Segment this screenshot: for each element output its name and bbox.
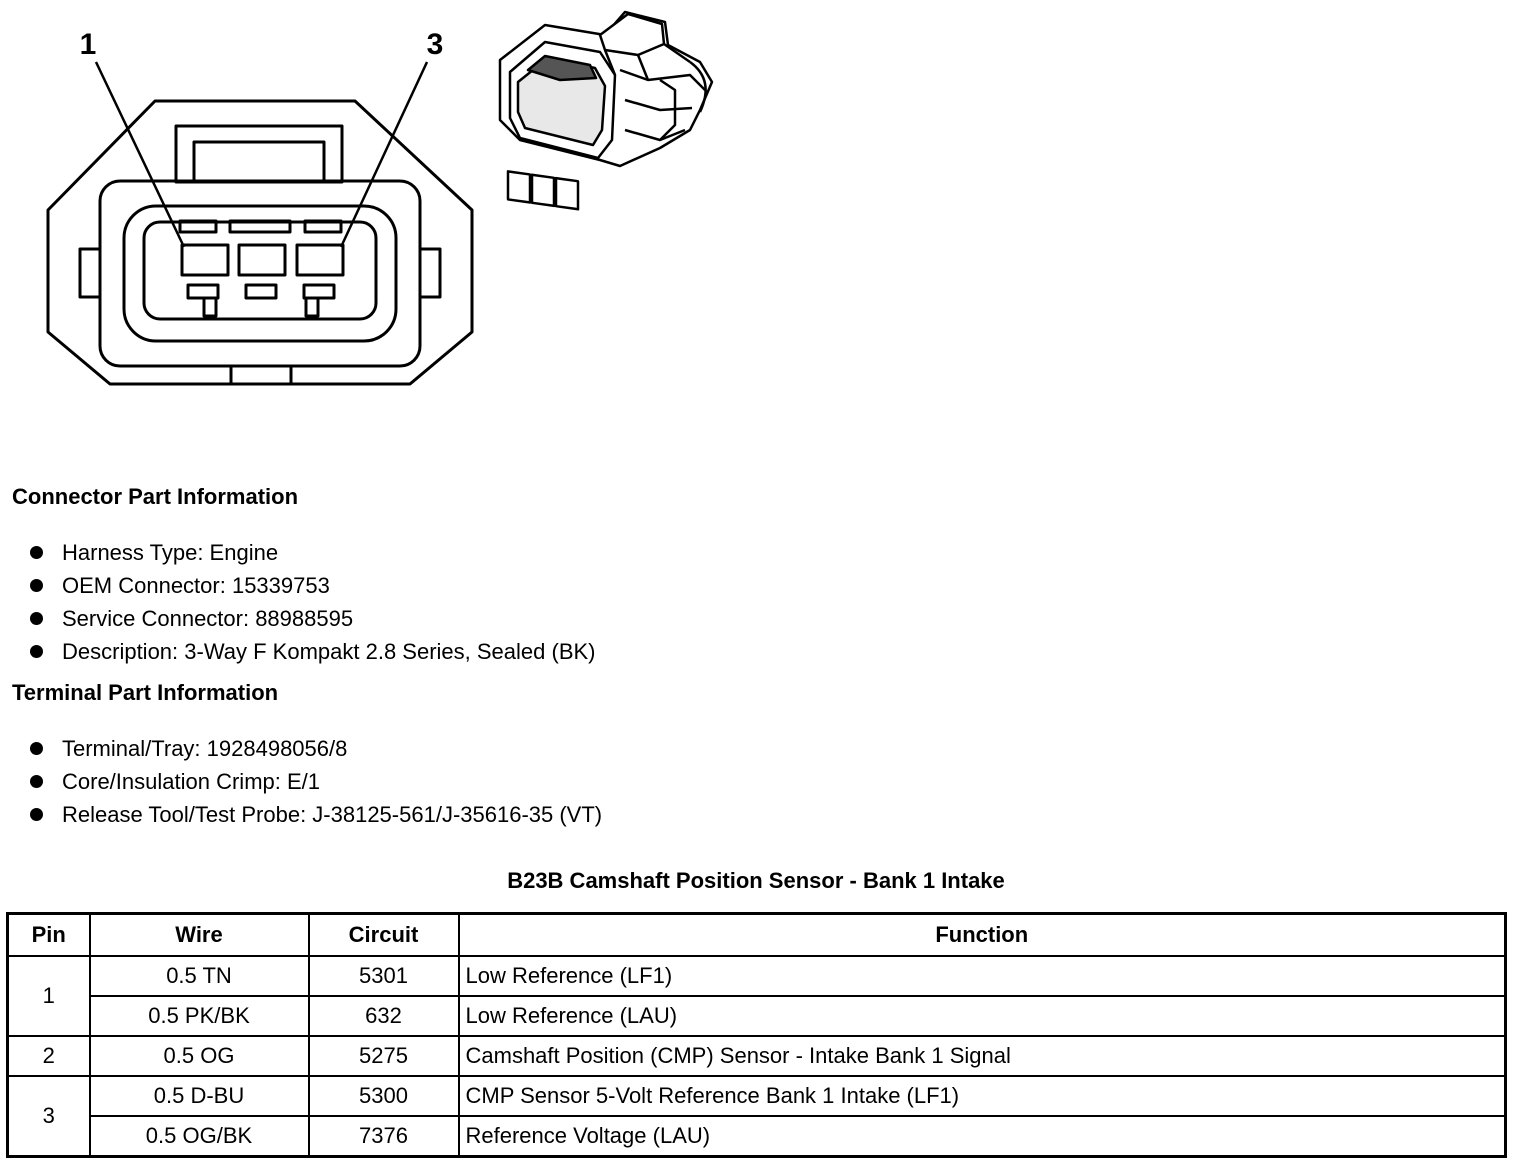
list-item: Terminal/Tray: 1928498056/8 <box>28 732 602 765</box>
function-cell: Low Reference (LF1) <box>459 956 1506 996</box>
connector-info-list <box>28 536 596 668</box>
terminal-cavity-3 <box>297 245 343 275</box>
bullet-icon <box>30 808 43 821</box>
terminal-info-list <box>28 732 602 831</box>
wire-cell: 0.5 OG/BK <box>90 1116 309 1157</box>
pin-3-label: 3 <box>426 28 444 61</box>
header-function: Function <box>459 914 1506 957</box>
pin-table-title: B23B Camshaft Position Sensor - Bank 1 Intake <box>507 868 1005 893</box>
bullet-icon <box>30 775 43 788</box>
pin-cell: 2 <box>8 1036 90 1076</box>
function-cell: Low Reference (LAU) <box>459 996 1506 1036</box>
circuit-cell: 632 <box>309 996 459 1036</box>
terminal-cavity-1 <box>182 245 228 275</box>
circuit-cell: 5301 <box>309 956 459 996</box>
pin-table <box>6 912 1507 1158</box>
list-item: OEM Connector: 15339753 <box>28 569 596 602</box>
table-row <box>8 1076 1506 1116</box>
list-item: Harness Type: Engine <box>28 536 596 569</box>
list-item: Core/Insulation Crimp: E/1 <box>28 765 602 798</box>
terminal-cavity-2 <box>239 245 285 275</box>
connector-3d-illustration <box>500 12 712 209</box>
table-row <box>8 1036 1506 1076</box>
function-cell: Reference Voltage (LAU) <box>459 1116 1506 1157</box>
connector-side-ear-right <box>420 249 440 297</box>
circuit-cell: 5275 <box>309 1036 459 1076</box>
function-cell: CMP Sensor 5-Volt Reference Bank 1 Intake (LF1) <box>459 1076 1506 1116</box>
wire-cell: 0.5 OG <box>90 1036 309 1076</box>
connector-side-ear-left <box>80 249 100 297</box>
bullet-icon <box>30 645 43 658</box>
function-cell: Camshaft Position (CMP) Sensor - Intake Bank 1 Signal <box>459 1036 1506 1076</box>
list-item: Description: 3-Way F Kompakt 2.8 Series, Sealed (BK) <box>28 635 596 668</box>
circuit-cell: 7376 <box>309 1116 459 1157</box>
header-pin: Pin <box>8 914 90 957</box>
bullet-icon <box>30 742 43 755</box>
table-row <box>8 1116 1506 1157</box>
wire-cell: 0.5 TN <box>90 956 309 996</box>
pin-1-label: 1 <box>79 28 97 61</box>
pin-1-leader <box>96 62 184 247</box>
pin-cell: 3 <box>8 1076 90 1157</box>
connector-info-heading: Connector Part Information <box>12 484 299 509</box>
list-item: Service Connector: 88988595 <box>28 602 596 635</box>
bullet-icon <box>30 546 43 559</box>
wire-cell: 0.5 PK/BK <box>90 996 309 1036</box>
table-row <box>8 956 1506 996</box>
bullet-icon <box>30 579 43 592</box>
connector-face-diagram <box>0 0 760 400</box>
wire-cell: 0.5 D-BU <box>90 1076 309 1116</box>
pin-cell: 1 <box>8 956 90 1036</box>
terminal-info-heading: Terminal Part Information <box>12 680 279 705</box>
header-wire: Wire <box>90 914 309 957</box>
header-circuit: Circuit <box>309 914 459 957</box>
table-header-row <box>8 914 1506 957</box>
bullet-icon <box>30 612 43 625</box>
connector-latch <box>176 126 342 182</box>
table-row <box>8 996 1506 1036</box>
list-item: Release Tool/Test Probe: J-38125-561/J-35616-35 (VT) <box>28 798 602 831</box>
circuit-cell: 5300 <box>309 1076 459 1116</box>
